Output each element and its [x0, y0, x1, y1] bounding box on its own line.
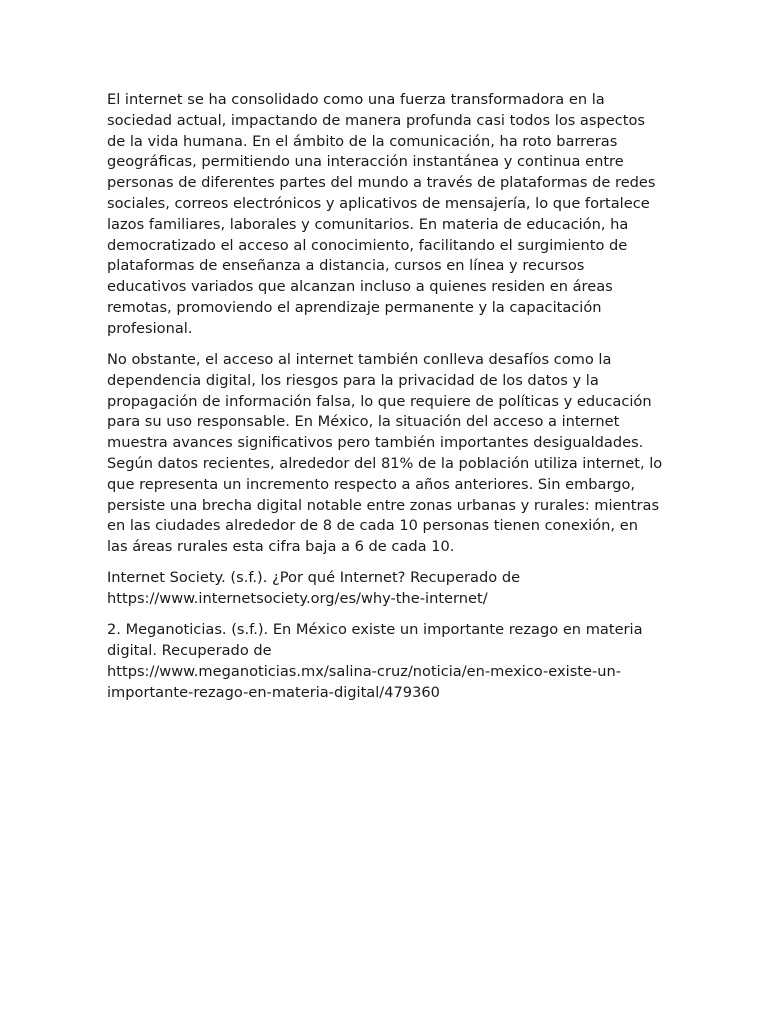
paragraph-internet-impact: El internet se ha consolidado como una fuerza transformadora en la sociedad actual, impactando de manera profunda casi todos los aspectos de la vida humana. En el ámbito de la comunicación, ha roto barreras geográficas, permitiendo una interacción instantánea y continua entre personas de diferentes partes del mundo a través de plataformas de redes sociales, correos electrónicos y aplicativos de mensajería, lo que fortalece lazos familiares, laborales y comunitarios. En materia de educación, ha democratizado el acceso al conocimiento, facilitando el surgimiento de plataformas de enseñanza a distancia, cursos en línea y recursos educativos variados que alcanzan incluso a quienes residen en áreas remotas, promoviendo el aprendizaje permanente y la capacitación profesional.: [107, 91, 656, 337]
reference-internet-society: Internet Society. (s.f.). ¿Por qué Internet? Recuperado de https://www.internetsociety.org/es/why-the-internet/: [107, 569, 521, 608]
reference-meganoticias: 2. Meganoticias. (s.f.). En México existe un importante rezago en materia digital. Recuperado de https://www.meganoticias.mx/salina-cruz/noticia/en-mexico-existe-un- importante-rezago-en-materia-digital/479360: [107, 621, 643, 701]
paragraph-access-mexico: No obstante, el acceso al internet también conlleva desafíos como la dependencia digital, los riesgos para la privacidad de los datos y la propagación de información falsa, lo que requiere de políticas y educación para su uso responsable. En México, la situación del acceso a internet muestra avances significativos pero también importantes desigualdades. Según datos recientes, alrededor del 81% de la población utiliza internet, lo que representa un incremento respecto a años anteriores. Sin embargo, persiste una brecha digital notable entre zonas urbanas y rurales: mientras en las ciudades alrededor de 8 de cada 10 personas tienen conexión, en las áreas rurales esta cifra baja a 6 de cada 10.: [107, 350, 663, 556]
document-body: [107, 90, 663, 714]
